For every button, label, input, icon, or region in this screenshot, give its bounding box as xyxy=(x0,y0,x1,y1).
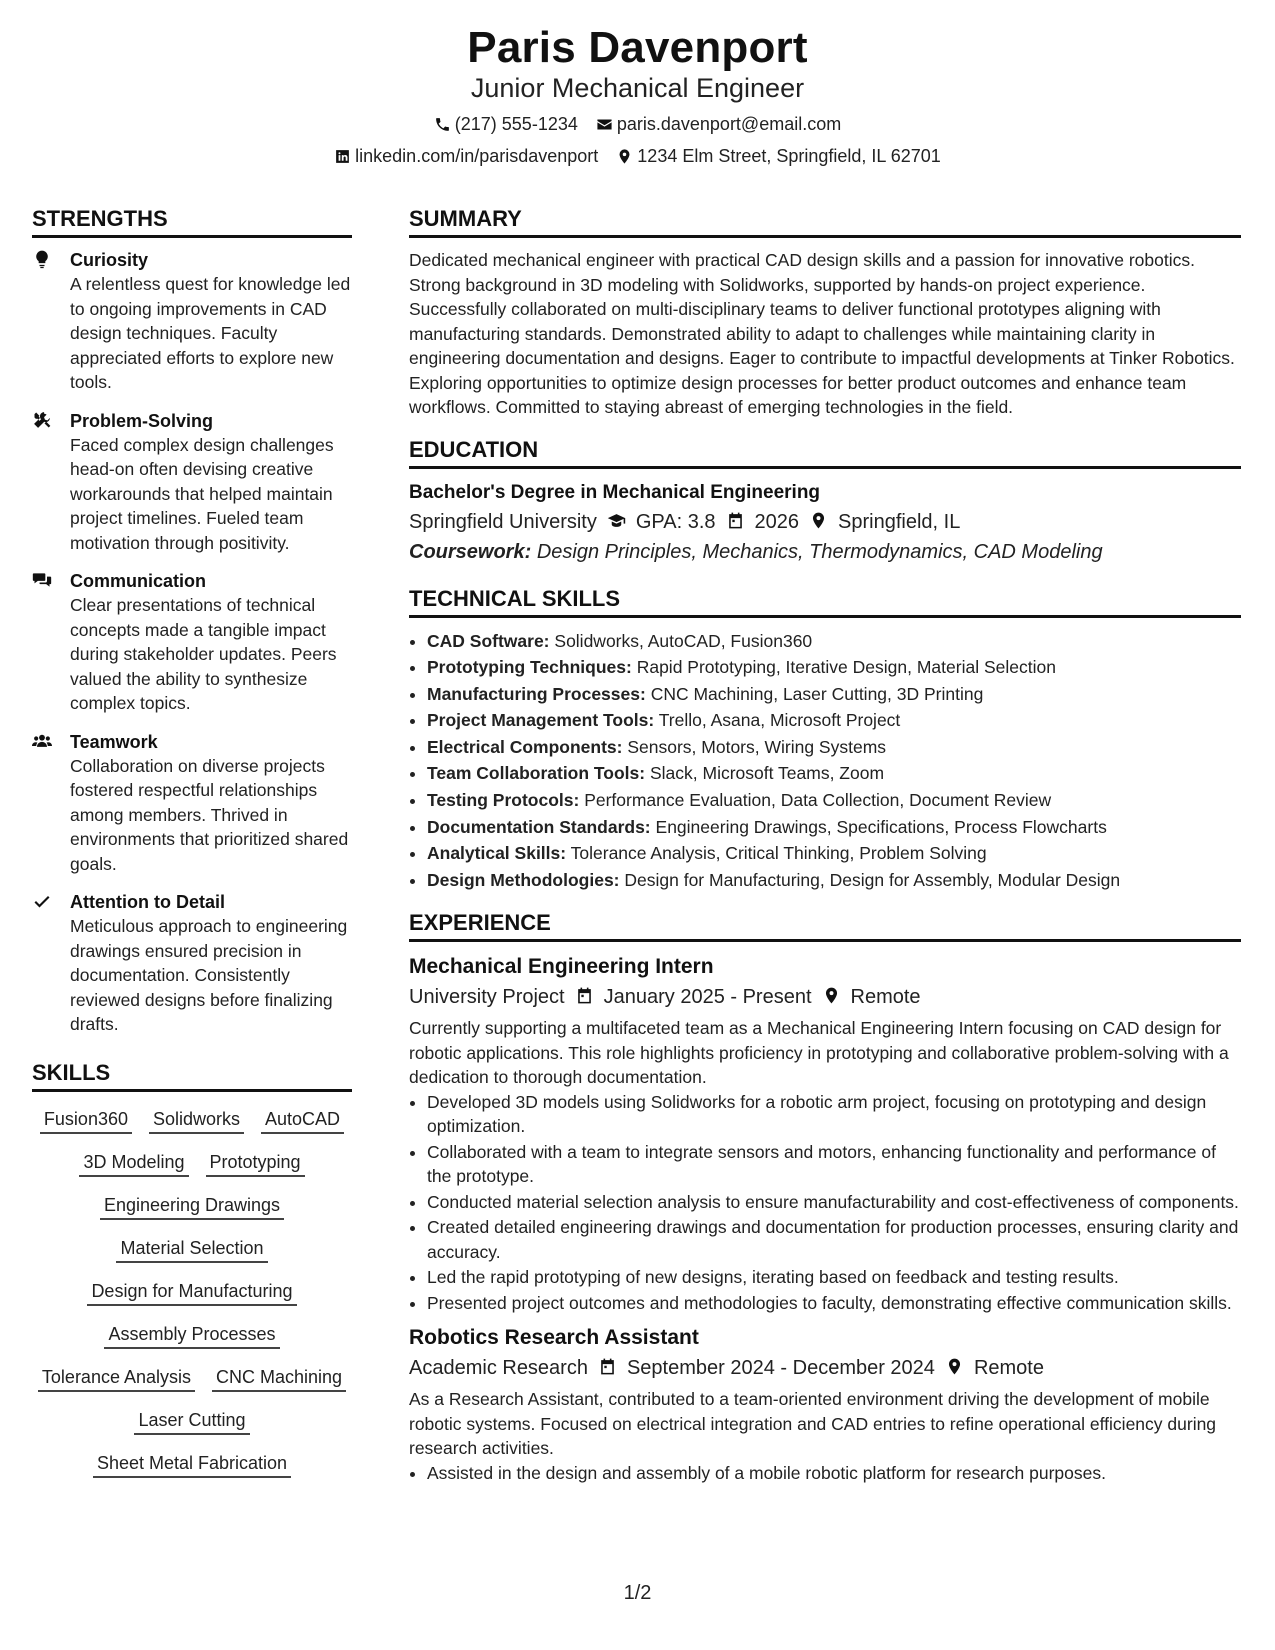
email-text: paris.davenport@email.com xyxy=(616,114,842,134)
skill-label: Electrical Components: xyxy=(427,736,623,757)
list-item xyxy=(427,734,1241,761)
strength-title: Problem-Solving xyxy=(70,410,214,431)
skill-value: CNC Machining, Laser Cutting, 3D Printing xyxy=(650,683,984,704)
strength-description: Meticulous approach to engineering drawings ensured precision in documentation. Consistently reviewed designs before finalizing drafts. xyxy=(70,916,348,1034)
education-meta xyxy=(409,507,1241,537)
page-number: 1/2 xyxy=(623,1582,652,1604)
job-description: Currently supporting a multifaceted team as a Mechanical Engineering Intern focusing on CAD design for robotic applications. This role highlights proficiency in prototyping and collaborative problem-solving with a dedication to thorough documentation. xyxy=(409,1018,1229,1088)
job-meta xyxy=(409,1353,1241,1383)
skill-label: Analytical Skills: xyxy=(427,843,567,864)
job-location: Remote xyxy=(973,1357,1044,1380)
skill-label: Manufacturing Processes: xyxy=(427,683,646,704)
map-pin-icon xyxy=(616,148,633,165)
candidate-title: Junior Mechanical Engineer xyxy=(470,73,805,103)
job-title: Robotics Research Assistant xyxy=(409,1326,699,1350)
job-title: Mechanical Engineering Intern xyxy=(409,955,714,979)
job-location: Remote xyxy=(850,986,921,1009)
contact-row-2 xyxy=(0,144,1275,168)
skill-tag: Design for Manufacturing xyxy=(87,1278,296,1306)
skills-tag-list xyxy=(32,1102,352,1482)
strength-item xyxy=(32,409,352,556)
skill-tag: AutoCAD xyxy=(261,1106,344,1134)
lightbulb-icon xyxy=(32,249,54,271)
job-dates: January 2025 - Present xyxy=(603,986,812,1009)
calendar-icon xyxy=(575,982,594,1012)
strengths-heading: STRENGTHS xyxy=(32,205,352,238)
coursework-label: Coursework: xyxy=(409,540,532,563)
degree-title: Bachelor's Degree in Mechanical Engineering xyxy=(409,481,821,503)
strength-description: Collaboration on diverse projects fostered respectful relationships among members. Thrived in environments that prioritized shared goals. xyxy=(70,755,349,874)
summary-heading: SUMMARY xyxy=(409,205,1241,238)
right-column xyxy=(409,205,1241,1486)
skill-value: Trello, Asana, Microsoft Project xyxy=(658,710,901,731)
skill-label: Testing Protocols: xyxy=(427,790,580,811)
skill-value: Performance Evaluation, Data Collection, Document Review xyxy=(584,790,1052,811)
summary-text: Dedicated mechanical engineer with practical CAD design skills and a passion for innovative robotics. Strong background in 3D modeling with Solidworks, supported by hands-on project experience. Successfully collaborated on multi-disciplinary teams to deliver functional prototypes aligning with manufacturing standards. Demonstrated ability to adapt to challenges while maintaining clarity in engineering documentation and designs. Eager to contribute to impactful developments at Tinker Robotics. Exploring opportunities to optimize design processes for better product outcomes and enhance team workflows. Committed to staying abreast of emerging technologies in the field. xyxy=(409,250,1235,417)
calendar-icon xyxy=(726,507,745,537)
technical-skills-list xyxy=(409,628,1241,894)
technical-skills-heading: TECHNICAL SKILLS xyxy=(409,585,1241,618)
skill-tag: Laser Cutting xyxy=(134,1407,249,1435)
skill-label: Project Management Tools: xyxy=(427,710,655,731)
strength-item xyxy=(32,890,352,1037)
address-text: 1234 Elm Street, Springfield, IL 62701 xyxy=(637,146,941,166)
list-item: • Presented project outcomes and methodologies to faculty, demonstrating effective communication skills. xyxy=(427,1291,1241,1316)
list-item: • Assisted in the design and assembly of a mobile robotic platform for research purposes. xyxy=(427,1461,1241,1486)
envelope-icon xyxy=(596,116,613,133)
list-item: • Created detailed engineering drawings and documentation for production processes, ensuring clarity and accuracy. xyxy=(427,1215,1241,1264)
skill-value: Sensors, Motors, Wiring Systems xyxy=(627,736,887,757)
skill-label: Documentation Standards: xyxy=(427,816,651,837)
calendar-icon xyxy=(598,1353,617,1383)
chat-icon xyxy=(32,570,54,592)
map-pin-icon xyxy=(809,507,828,537)
strength-description: A relentless quest for knowledge led to ongoing improvements in CAD design techniques. Faculty appreciated efforts to explore new tools. xyxy=(70,274,351,392)
school-name: Springfield University xyxy=(409,510,597,533)
strength-item xyxy=(32,248,352,395)
linkedin-text: linkedin.com/in/parisdavenport xyxy=(355,146,599,166)
skill-tag: CNC Machining xyxy=(212,1364,346,1392)
users-icon xyxy=(32,731,54,753)
left-column xyxy=(32,205,352,1482)
strength-description: Clear presentations of technical concepts made a tangible impact during stakeholder updates. Peers valued the ability to synthesize complex topics. xyxy=(70,595,337,713)
skill-value: Engineering Drawings, Specifications, Process Flowcharts xyxy=(655,816,1107,837)
phone-text: (217) 555-1234 xyxy=(454,114,578,134)
coursework xyxy=(409,537,1241,567)
list-item: • Collaborated with a team to integrate sensors and motors, enhancing functionality and performance of the prototype. xyxy=(427,1140,1241,1189)
list-item xyxy=(427,654,1241,681)
job-org: Academic Research xyxy=(409,1357,588,1380)
phone-contact[interactable] xyxy=(434,112,578,136)
education-heading: EDUCATION xyxy=(409,436,1241,469)
skills-heading: SKILLS xyxy=(32,1059,352,1092)
resume-header xyxy=(0,22,1275,168)
candidate-name: Paris Davenport xyxy=(467,23,808,72)
strength-title: Attention to Detail xyxy=(70,892,225,912)
skill-label: CAD Software: xyxy=(427,630,550,651)
skill-tag: Engineering Drawings xyxy=(100,1192,284,1220)
strength-title: Teamwork xyxy=(70,731,158,752)
tools-icon xyxy=(32,410,54,432)
skill-value: Design for Manufacturing, Design for Assembly, Modular Design xyxy=(624,869,1121,890)
list-item: • Led the rapid prototyping of new designs, iterating based on feedback and testing results. xyxy=(427,1265,1241,1290)
job-org: University Project xyxy=(409,986,565,1009)
list-item xyxy=(427,787,1241,814)
list-item xyxy=(427,840,1241,867)
strength-item xyxy=(32,730,352,877)
map-pin-icon xyxy=(822,982,841,1012)
job-meta xyxy=(409,982,1241,1012)
graduation-cap-icon xyxy=(607,507,626,537)
gpa-text: GPA: 3.8 xyxy=(635,510,716,533)
skill-value: Slack, Microsoft Teams, Zoom xyxy=(649,763,885,784)
skill-label: Design Methodologies: xyxy=(427,869,620,890)
coursework-list: Design Principles, Mechanics, Thermodynamics, CAD Modeling xyxy=(536,540,1103,563)
list-item xyxy=(427,707,1241,734)
skill-tag: Sheet Metal Fabrication xyxy=(93,1450,291,1478)
skill-tag: 3D Modeling xyxy=(79,1149,188,1177)
list-item xyxy=(427,867,1241,894)
skill-value: Tolerance Analysis, Critical Thinking, Problem Solving xyxy=(570,843,987,864)
contact-row-1 xyxy=(0,112,1275,136)
list-item xyxy=(427,760,1241,787)
graduation-year: 2026 xyxy=(754,510,800,533)
email-contact[interactable] xyxy=(596,112,841,136)
job-description: As a Research Assistant, contributed to a team-oriented environment driving the development of mobile robotic systems. Focused on electrical integration and CAD entries to refine operational efficiency during research activities. xyxy=(409,1389,1217,1459)
skill-value: Rapid Prototyping, Iterative Design, Material Selection xyxy=(636,657,1056,678)
skill-tag: Tolerance Analysis xyxy=(38,1364,195,1392)
job-bullets xyxy=(409,1461,1241,1486)
strength-item xyxy=(32,569,352,716)
experience-heading: EXPERIENCE xyxy=(409,909,1241,942)
list-item xyxy=(427,628,1241,655)
phone-icon xyxy=(434,116,451,133)
list-item xyxy=(427,681,1241,708)
strength-title: Curiosity xyxy=(70,250,149,270)
linkedin-icon xyxy=(334,148,351,165)
skill-label: Team Collaboration Tools: xyxy=(427,763,646,784)
map-pin-icon xyxy=(945,1353,964,1383)
list-item: • Conducted material selection analysis to ensure manufacturability and cost-effectiveness of components. xyxy=(427,1190,1241,1215)
check-icon xyxy=(32,891,54,913)
job-entry xyxy=(409,1323,1241,1485)
skill-label: Prototyping Techniques: xyxy=(427,657,632,678)
linkedin-contact[interactable] xyxy=(334,144,598,168)
strength-description: Faced complex design challenges head-on often devising creative workarounds that helped maintain project timelines. Fueled team motivation through positivity. xyxy=(70,434,334,553)
skill-value: Solidworks, AutoCAD, Fusion360 xyxy=(554,630,813,651)
skill-tag: Prototyping xyxy=(206,1149,305,1177)
skill-tag: Assembly Processes xyxy=(104,1321,279,1349)
school-location: Springfield, IL xyxy=(838,510,961,533)
address-contact xyxy=(616,144,941,168)
job-dates: September 2024 - December 2024 xyxy=(626,1357,935,1380)
strength-title: Communication xyxy=(70,571,207,591)
skill-tag: Material Selection xyxy=(116,1235,267,1263)
skill-tag: Fusion360 xyxy=(40,1106,132,1134)
list-item xyxy=(427,814,1241,841)
skill-tag: Solidworks xyxy=(149,1106,244,1134)
list-item: • Developed 3D models using Solidworks for a robotic arm project, focusing on prototyping and design optimization. xyxy=(427,1090,1241,1139)
job-bullets xyxy=(409,1090,1241,1316)
job-entry xyxy=(409,952,1241,1315)
